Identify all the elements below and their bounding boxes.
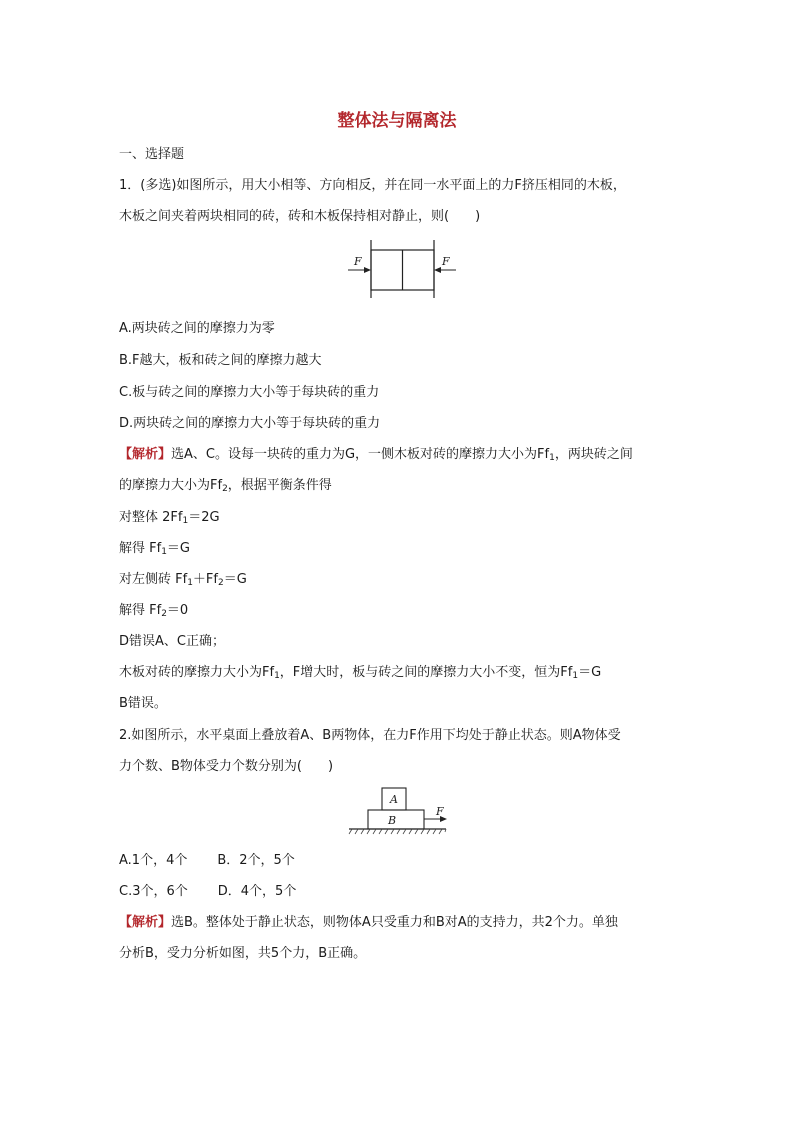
q1-stem-line-1: 1．(多选)如图所示，用大小相等、方向相反，并在同一水平面上的力F挤压相同的木板， [119, 178, 626, 193]
q2-option-c: C.3个，6个 [119, 884, 188, 899]
q2-block-a-label: A [390, 793, 398, 806]
q1-equation-solve-2: 解得 $Ff_2=0$ [119, 603, 189, 619]
q2-option-a: A.1个，4个 [119, 853, 188, 868]
q2-analysis-line-2: 分析B，受力分析如图，共5个力，B正确。 [119, 946, 367, 961]
q1-analysis-line-1: 【解析】选A、C。设每一块砖的重力为G，一侧木板对砖的摩擦力大小为$Ff_1$，两块砖之间 [119, 447, 633, 463]
q2-analysis-line-1: 【解析】选B。整体处于静止状态，则物体A只受重力和B对A的支持力，共2个力。单独 [119, 915, 618, 930]
q2-option-b: B．2个，5个 [217, 853, 295, 868]
q1-analysis-board-friction: 木板对砖的摩擦力大小为$Ff_1$，F增大时，板与砖之间的摩擦力大小不变，恒为$Ff_1=G$ [119, 665, 602, 681]
q1-conclusion-1: D错误A、C正确； [119, 634, 225, 649]
q1-equation-solve-1: 解得 $Ff_1=G$ [119, 541, 190, 557]
q2-force-label: F [436, 805, 444, 818]
q1-right-arrowhead [434, 267, 441, 273]
q1-conclusion-2: B错误。 [119, 696, 167, 711]
page-title: 整体法与隔离法 [337, 111, 457, 131]
q1-option-d: D.两块砖之间的摩擦力大小等于每块砖的重力 [119, 416, 381, 431]
q1-option-a: A.两块砖之间的摩擦力为零 [119, 321, 275, 336]
q1-stem-line-2: 木板之间夹着两块相同的砖，砖和木板保持相对静止，则( ) [119, 209, 481, 224]
section-heading: 一、选择题 [119, 147, 185, 162]
q2-options-row-2 [119, 883, 296, 901]
analysis-tag: 【解析】 [119, 915, 172, 930]
q1-equation-left-brick: 对左侧砖 $Ff_1+Ff_2=G$ [119, 572, 247, 588]
q1-figure-boards-bricks [344, 238, 458, 300]
q2-option-d: D．4个，5个 [217, 884, 297, 899]
q2-options-row-1 [119, 852, 295, 870]
q1-option-c: C.板与砖之间的摩擦力大小等于每块砖的重力 [119, 385, 380, 400]
q1-analysis-line-2: 的摩擦力大小为$Ff_2$，根据平衡条件得 [119, 478, 332, 494]
q1-equation-whole: 对整体 $2Ff_1=2G$ [119, 510, 220, 526]
q1-option-b: B.F越大，板和砖之间的摩擦力越大 [119, 353, 322, 368]
q2-stem-line-1: 2.如图所示，水平桌面上叠放着A、B两物体，在力F作用下均处于静止状态。则A物体受 [119, 728, 621, 743]
q2-figure-stacked-blocks [346, 784, 450, 836]
q2-stem-line-2: 力个数、B物体受力个数分别为( ) [119, 759, 334, 774]
q1-force-left-label: F [354, 255, 362, 268]
q2-ground-hatching [349, 829, 446, 834]
q1-left-arrowhead [364, 267, 371, 273]
q2-block-b-label: B [388, 814, 397, 827]
q1-force-right-label: F [442, 255, 450, 268]
analysis-tag: 【解析】 [119, 447, 172, 462]
